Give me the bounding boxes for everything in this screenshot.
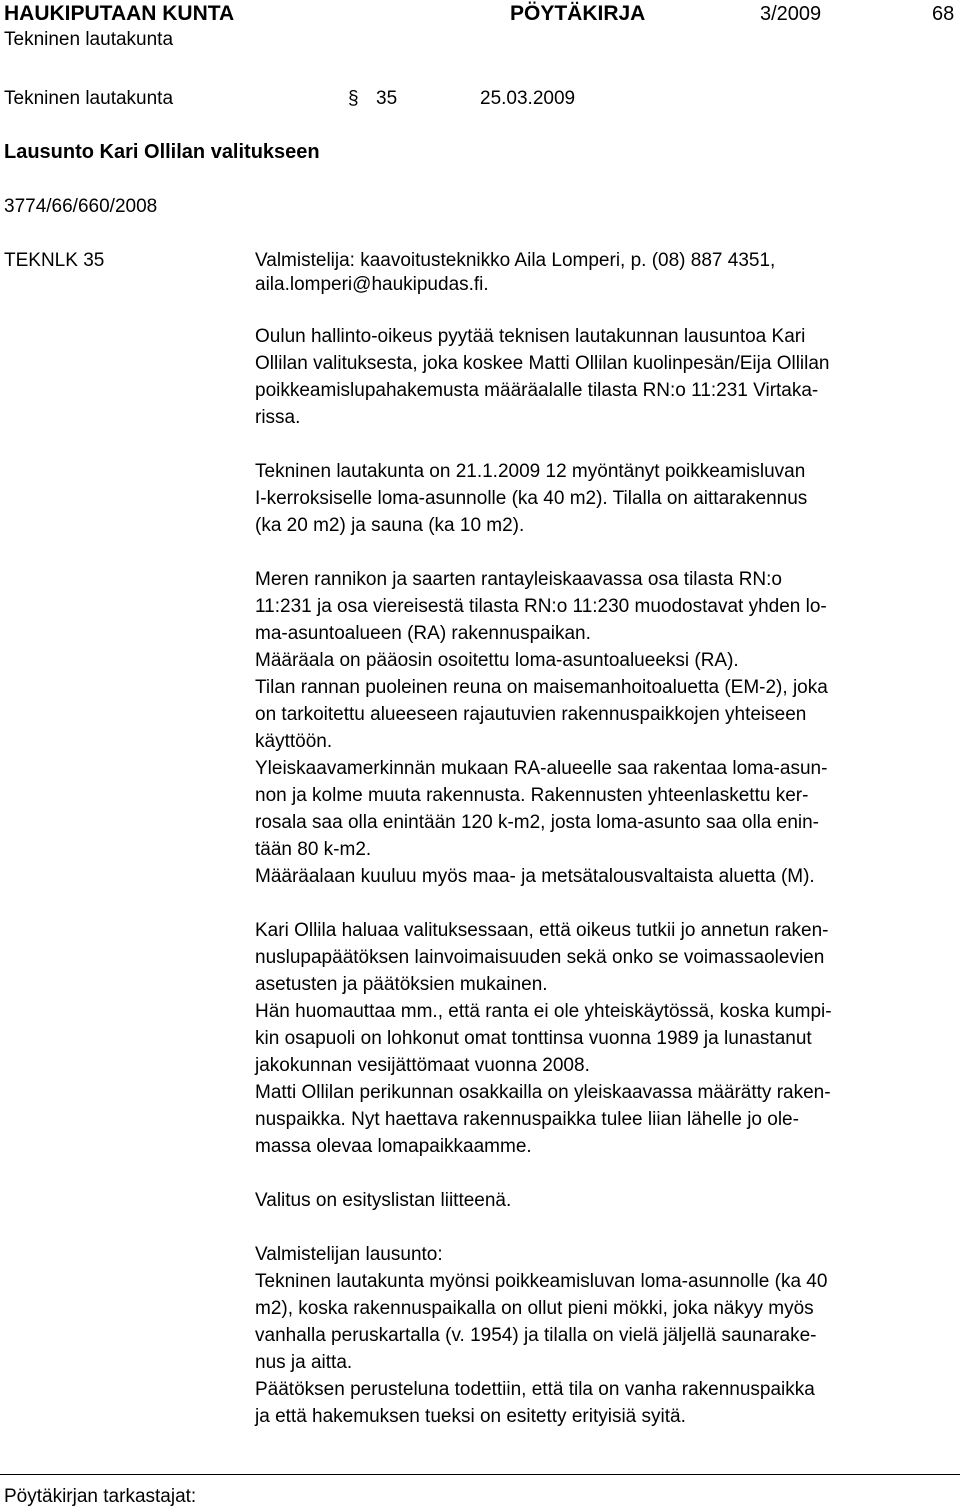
text-line: käyttöön.: [255, 731, 333, 752]
text-line: nuslupapäätöksen lainvoimaisuuden sekä onko se voimassaolevien: [255, 947, 825, 968]
text-line: jakokunnan vesijättömaat vuonna 2008.: [255, 1055, 590, 1076]
preparer-line-1: Valmistelija: kaavoitusteknikko Aila Lomperi, p. (08) 887 4351,: [255, 250, 776, 271]
page-title: Lausunto Kari Ollilan valitukseen: [4, 141, 320, 163]
case-number: 3774/66/660/2008: [4, 196, 158, 217]
text-line: Matti Ollilan perikunnan osakkailla on yleiskaavassa määrätty raken-: [255, 1082, 831, 1103]
text-line: nuspaikka. Nyt haettava rakennuspaikka tulee liian lähelle jo ole-: [255, 1109, 799, 1130]
paragraph: [255, 458, 955, 539]
text-line: I-kerroksiselle loma-asunnolle (ka 40 m2). Tilalla on aittarakennus: [255, 488, 808, 509]
text-line: Valmistelijan lausunto:: [255, 1244, 443, 1265]
text-line: Määräala on pääosin osoitettu loma-asuntoalueeksi (RA).: [255, 650, 739, 671]
text-line: Tekninen lautakunta myönsi poikkeamisluvan loma-asunnolle (ka 40: [255, 1271, 828, 1292]
text-line: ja että hakemuksen tueksi on esitetty erityisiä syitä.: [255, 1406, 686, 1427]
text-line: Meren rannikon ja saarten rantayleiskaavassa osa tilasta RN:o: [255, 569, 782, 590]
text-line: vanhalla peruskartalla (v. 1954) ja tilalla on vielä jäljellä saunarake-: [255, 1325, 817, 1346]
text-line: Valitus on esityslistan liitteenä.: [255, 1190, 512, 1211]
meeting-committee: Tekninen lautakunta: [4, 88, 174, 109]
text-line: ma-asuntoalueen (RA) rakennuspaikan.: [255, 623, 591, 644]
preparer-line-2: aila.lomperi@haukipudas.fi.: [255, 274, 489, 295]
municipality-name: HAUKIPUTAAN KUNTA: [4, 2, 235, 25]
text-line: (ka 20 m2) ja sauna (ka 10 m2).: [255, 515, 525, 536]
paragraph: [255, 323, 955, 431]
paragraph: [255, 566, 955, 890]
text-line: tään 80 k-m2.: [255, 839, 372, 860]
text-line: Kari Ollila haluaa valituksessaan, että oikeus tutkii jo annetun raken-: [255, 920, 829, 941]
text-line: rosala saa olla enintään 120 k-m2, josta loma-asunto saa olla enin-: [255, 812, 819, 833]
paragraph: [255, 1241, 955, 1430]
text-line: Ollilan valituksesta, joka koskee Matti Ollilan kuolinpesän/Eija Ollilan: [255, 353, 830, 374]
text-line: kin osapuoli on lohkonut omat tonttinsa vuonna 1989 ja lunastanut: [255, 1028, 812, 1049]
text-line: non ja kolme muuta rakennusta. Rakennusten yhteenlaskettu ker-: [255, 785, 809, 806]
text-line: Yleiskaavamerkinnän mukaan RA-alueelle saa rakentaa loma-asun-: [255, 758, 828, 779]
text-line: 11:231 ja osa viereisestä tilasta RN:o 11:230 muodostavat yhden lo-: [255, 596, 827, 617]
section-reference: TEKNLK 35: [4, 250, 105, 271]
meeting-section: 35: [376, 88, 398, 109]
paragraph: [255, 917, 955, 1160]
text-line: Hän huomauttaa mm., että ranta ei ole yhteiskäytössä, koska kumpi-: [255, 1001, 832, 1022]
body-text: [255, 323, 955, 1430]
document-type: PÖYTÄKIRJA: [510, 2, 646, 25]
text-line: Päätöksen perusteluna todettiin, että tila on vanha rakennuspaikka: [255, 1379, 815, 1400]
text-line: asetusten ja päätöksien mukainen.: [255, 974, 548, 995]
header-committee: Tekninen lautakunta: [4, 29, 174, 50]
text-line: rissa.: [255, 407, 301, 428]
text-line: nus ja aitta.: [255, 1352, 353, 1373]
page-number: 68: [932, 3, 955, 25]
text-line: on tarkoitettu alueeseen rajautuvien rakennuspaikkojen yhteiseen: [255, 704, 807, 725]
text-line: poikkeamislupahakemusta määräalalle tilasta RN:o 11:231 Virtaka-: [255, 380, 819, 401]
text-line: Oulun hallinto-oikeus pyytää teknisen lautakunnan lausuntoa Kari: [255, 326, 806, 347]
text-line: m2), koska rakennuspaikalla on ollut pieni mökki, joka näkyy myös: [255, 1298, 814, 1319]
meeting-date: 25.03.2009: [480, 88, 576, 109]
issue-number: 3/2009: [760, 3, 822, 25]
footer-label: Pöytäkirjan tarkastajat:: [4, 1486, 197, 1507]
footer-divider: [0, 1474, 960, 1475]
section-sign-icon: §: [348, 88, 359, 109]
text-line: massa olevaa lomapaikkaamme.: [255, 1136, 532, 1157]
paragraph: [255, 1187, 955, 1214]
text-line: Määräalaan kuuluu myös maa- ja metsätalousvaltaista aluetta (M).: [255, 866, 815, 887]
text-line: Tekninen lautakunta on 21.1.2009 12 myöntänyt poikkeamisluvan: [255, 461, 806, 482]
text-line: Tilan rannan puoleinen reuna on maisemanhoitoaluetta (EM-2), joka: [255, 677, 828, 698]
